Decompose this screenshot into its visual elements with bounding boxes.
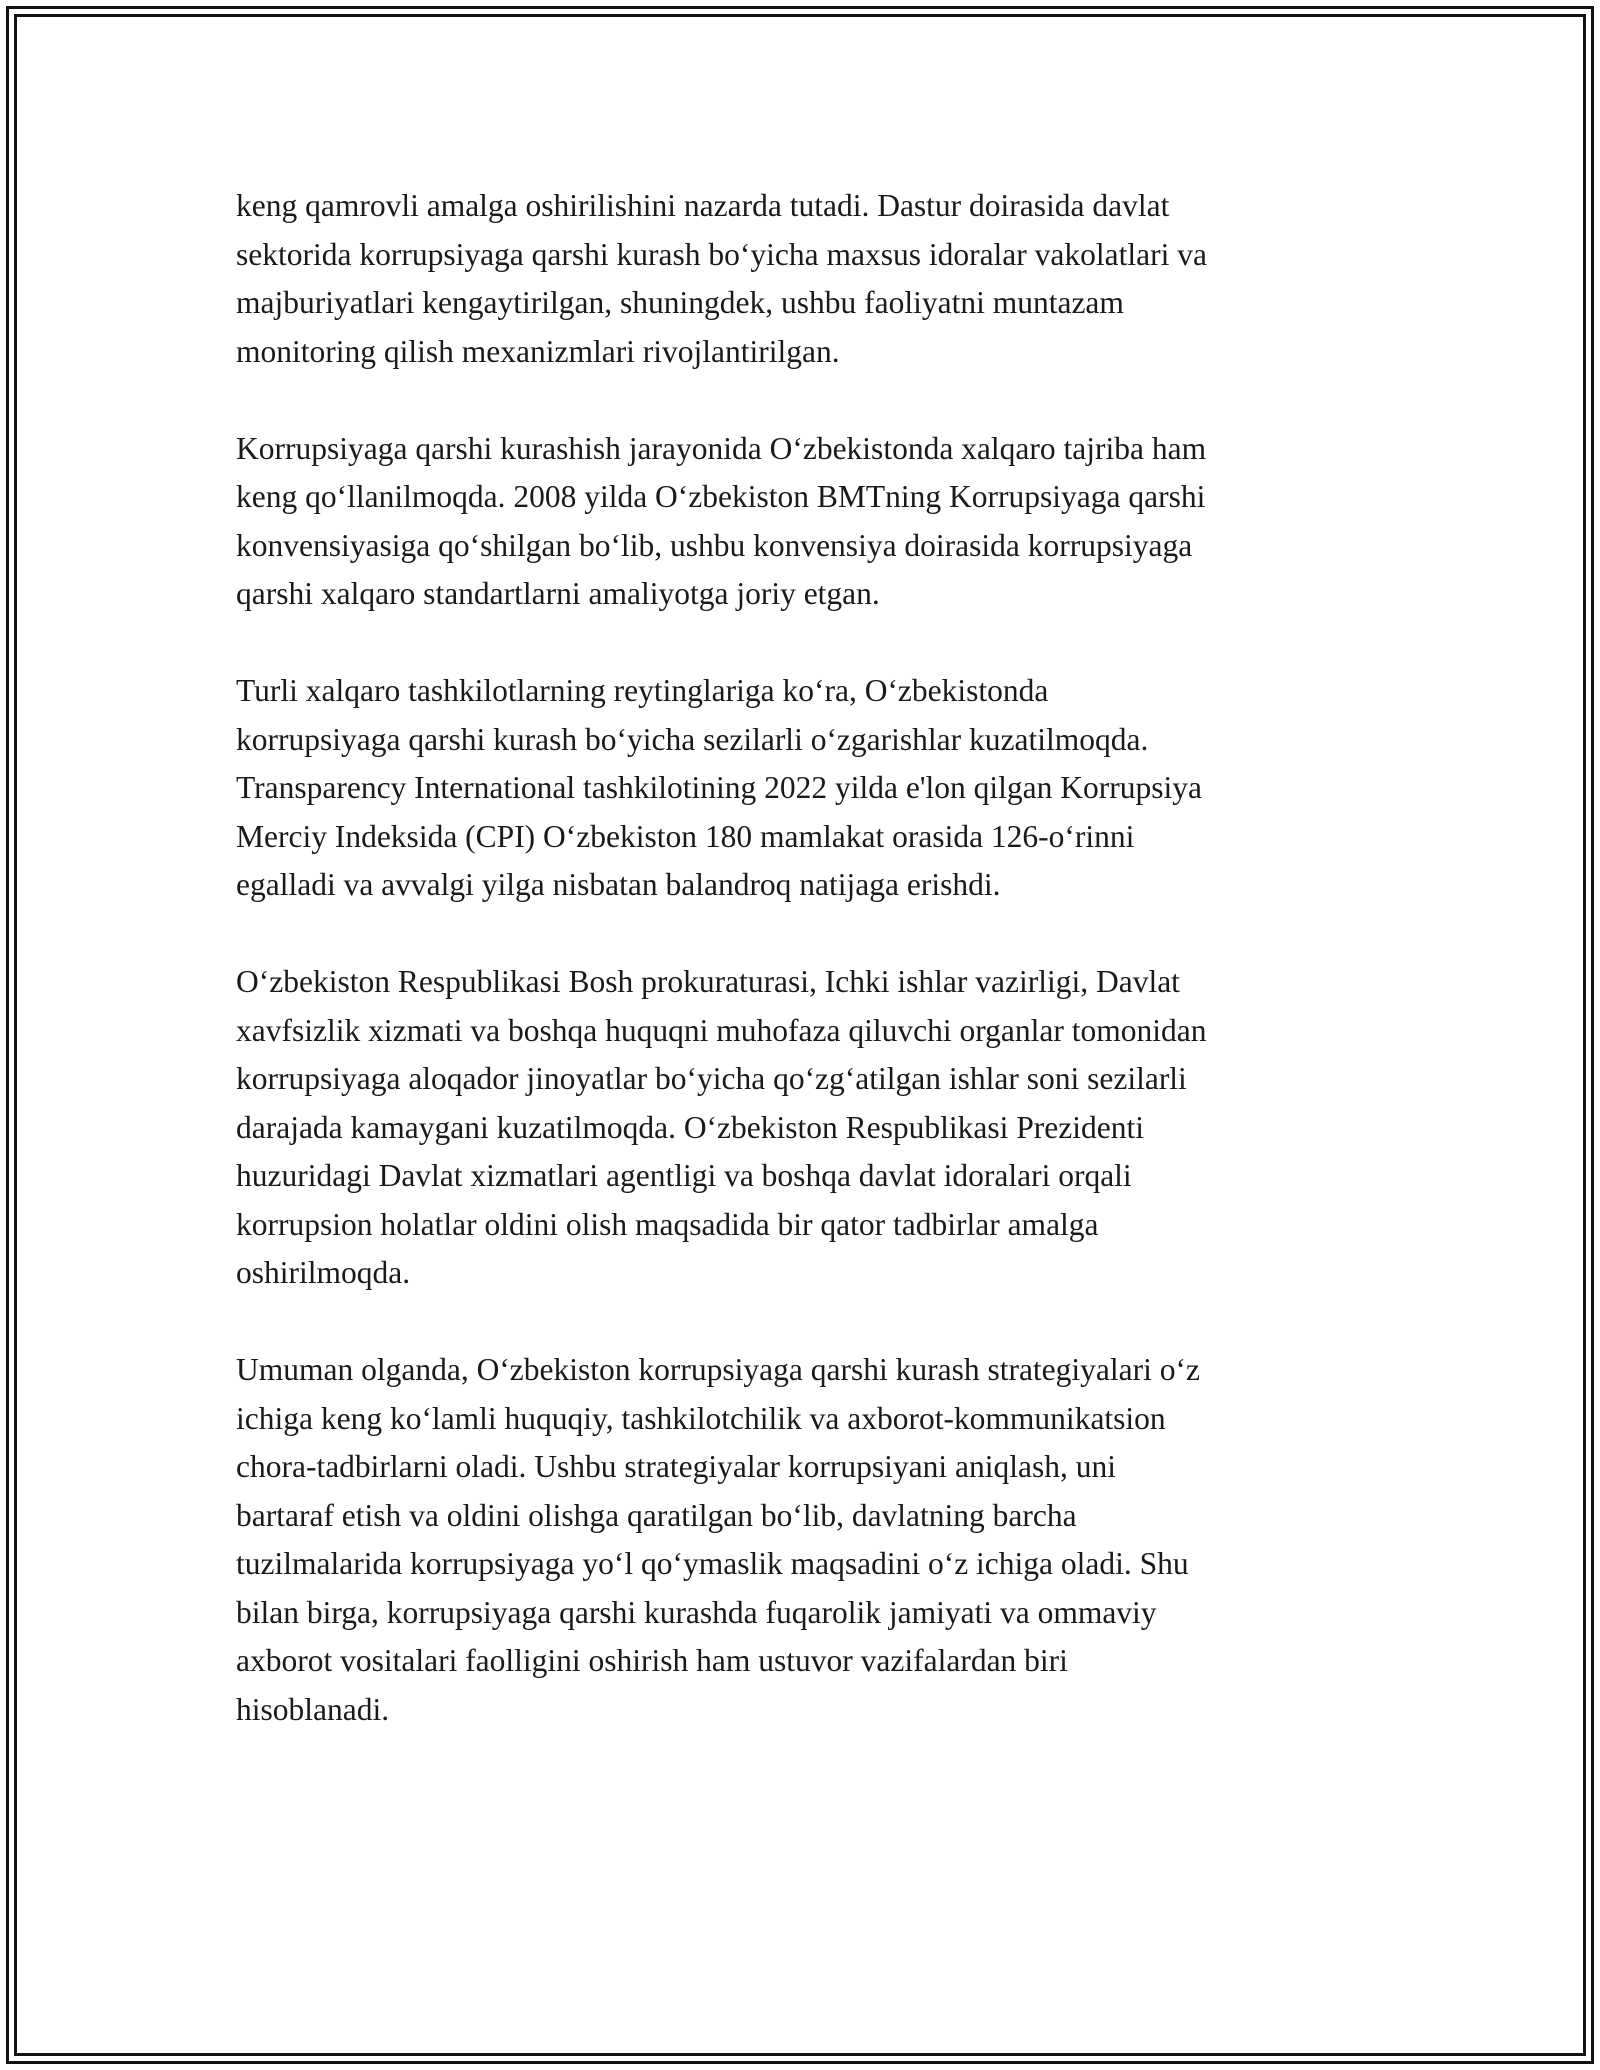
paragraph-conclusion: Umuman olganda, O‘zbekiston korrupsiyaga qarshi kurash strategiyalari o‘z ichiga keng ko‘lamli huquqiy, tashkilotchilik va axborot-kommunikatsion chora-tadbirlarni oladi. Ushbu strategiyalar korrupsiyani aniqlash, uni bartaraf etish va oldini olishga qaratilgan bo‘lib, davlatning barcha tuzilmalarida korrupsiyaga yo‘l qo‘ymaslik maqsadini o‘z ichiga oladi. Shu bilan birga, korrupsiyaga qarshi kurashda fuqarolik jamiyati va ommaviy axborot vositalari faolligini oshirish ham ustuvor vazifalardan biri hisoblanadi. [236, 1352, 1200, 1727]
paragraph-ratings: Turli xalqaro tashkilotlarning reytinglariga ko‘ra, O‘zbekistonda korrupsiyaga qarshi kurash bo‘yicha sezilarli o‘zgarishlar kuzatilmoqda. Transparency International tashkilotining 2022 yilda e'lon qilgan Korrupsiya Merciy Indeksida (CPI) O‘zbekiston 180 mamlakat orasida 126-o‘rinni egalladi va avvalgi yilga nisbatan balandroq natijaga erishdi. [236, 673, 1202, 902]
paragraph-international-experience: Korrupsiyaga qarshi kurashish jarayonida O‘zbekistonda xalqaro tajriba ham keng qo‘llanilmoqda. 2008 yilda O‘zbekiston BMTning Korrupsiyaga qarshi konvensiyasiga qo‘shilgan bo‘lib, ushbu konvensiya doirasida korrupsiyaga qarshi xalqaro standartlarni amaliyotga joriy etgan. [236, 430, 1207, 611]
paragraph-law-enforcement: O‘zbekiston Respublikasi Bosh prokuraturasi, Ichki ishlar vazirligi, Davlat xavfsizlik xizmati va boshqa huquqni muhofaza qiluvchi organlar tomonidan korrupsiyaga aloqador jinoyatlar bo‘yicha qo‘zg‘atilgan ishlar soni sezilarli darajada kamaygani kuzatilmoqda. O‘zbekiston Respublikasi Prezidenti huzuridagi Davlat xizmatlari agentligi va boshqa davlat idoralari orqali korrupsion holatlar oldini olish maqsadida bir qator tadbirlar amalga oshirilmoqda. [236, 964, 1207, 1290]
document-body [236, 182, 1376, 1783]
paragraph-program-scope: keng qamrovli amalga oshirilishini nazarda tutadi. Dastur doirasida davlat sektorida korrupsiyaga qarshi kurash bo‘yicha maxsus idoralar vakolatlari va majburiyatlari kengaytirilgan, shuningdek, ushbu faoliyatni muntazam monitoring qilish mexanizmlari rivojlantirilgan. [236, 188, 1207, 369]
